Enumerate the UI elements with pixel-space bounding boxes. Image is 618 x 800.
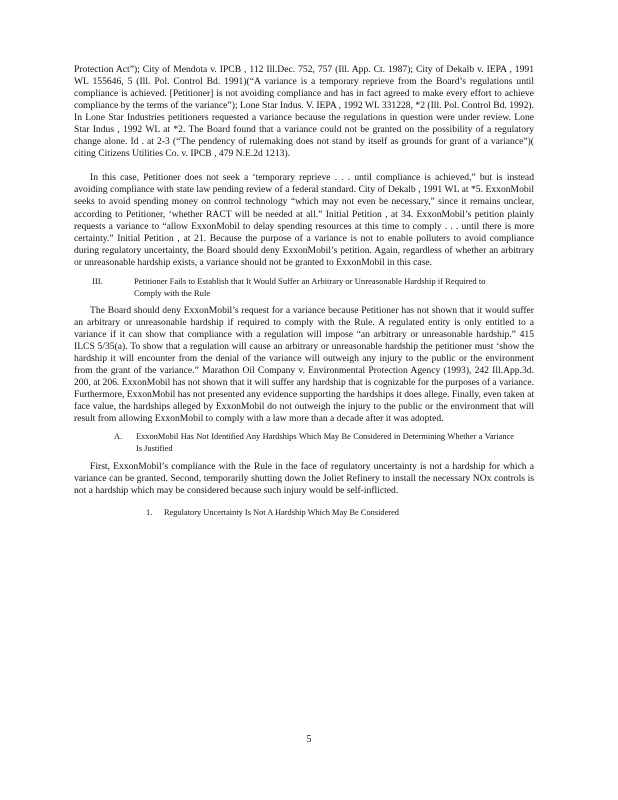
page-number: 5: [306, 734, 312, 745]
section-title: Petitioner Fails to Establish that It Would Suffer an Arbitrary or Unreasonable Hardship if Required to Comply with the Rule: [134, 275, 486, 298]
paragraph-3: The Board should deny ExxonMobil’s request for a variance because Petitioner has not shown that it would suffer an arbitrary or unreasonable hardship if required to comply with the Rule. A regulated entity is only entitled to a variance if it can show that compliance with a regulation will impose “an arbitrary or unreasonable hardship.” 415 ILCS 5/35(a). To show that a regulation will cause an arbitrary or unreasonable hardship the petitioner must ‘show the hardship it will encounter from the denial of the variance will outweigh any injury to the public or the environment from the grant of the variance.” Marathon Oil Company v. Environmental Protection Agency (1993), 242 Ill.App.3d. 200, at 206. ExxonMobil has not shown that it will suffer any hardship that is cognizable for the purposes of a variance. Furthermore, ExxonMobil has not presented any evidence supporting the hardships it does allege. Finally, even taken at face value, the hardships alleged by ExxonMobil do not outweigh the injury to the public or the environment that will result from allowing ExxonMobil to comply with a law more than a decade after it was adopted.: [74, 304, 534, 425]
subsubsection-heading-1: [74, 507, 534, 519]
subsection-title: ExxonMobil Has Not Identified Any Hardships Which May Be Considered in Determining Whether a Variance Is Justified: [136, 432, 514, 454]
paragraph-1: Protection Act”); City of Mendota v. IPCB , 112 Ill.Dec. 752, 757 (Ill. App. Ct. 1987); City of Dekalb v. IEPA , 1991 WL 155646, 5 (Ill. Pol. Control Bd. 1991)(“A variance is a temporary reprieve from the Board’s regulations until compliance is achieved. [Petitioner] is not avoiding compliance and has in fact agreed to make every effort to achieve compliance by the terms of the variance”); Lone Star Indus. V. IEPA , 1992 WL 331228, *2 (Ill. Pol. Control Bd. 1992). In Lone Star Industries petitioners requested a variance because the regulations in question were under review. Lone Star Indus , 1992 WL at *2. The Board found that a variance could not be granted on the possibility of a regulatory change alone. Id . at 2-3 (“The pendency of rulemaking does not stand by itself as grounds for grant of a variance”)( citing Citizens Utilities Co. v. IPCB , 479 N.E.2d 1213).: [74, 64, 534, 160]
subsection-number: A.: [114, 432, 123, 442]
body-text: [74, 64, 534, 519]
section-heading-iii: [74, 275, 534, 299]
paragraph-2: In this case, Petitioner does not seek a ‘temporary reprieve . . . until compliance is achieved,” but is instead avoiding compliance with state law pending review of a federal standard. City of Dekalb , 1991 WL at *5. ExxonMobil seeks to avoid spending money on control technology “which may not even be necessary,” since it remains unclear, according to Petitioner, ‘whether RACT will be needed at all.” Initial Petition , at 34. ExxonMobil’s petition plainly requests a variance to “allow ExxonMobil to delay spending resources at this time to comply . . . until there is more certainty.” Initial Petition , at 21. Because the purpose of a variance is not to enable polluters to avoid compliance during regulatory uncertainty, the Board should deny ExxonMobil’s petition. Again, regardless of whether an arbitrary or unreasonable hardship exists, a variance should not be granted to ExxonMobil in this case.: [74, 172, 534, 268]
paragraph-4: First, ExxonMobil’s compliance with the Rule in the face of regulatory uncertainty is not a hardship for which a variance can be granted. Second, temporarily shutting down the Joliet Refinery to install the necessary NOx controls is not a hardship which may be considered because such injury would be self-inflicted.: [74, 461, 534, 497]
subsubsection-number: 1.: [146, 508, 153, 518]
subsection-heading-a: [74, 431, 534, 455]
section-number: III.: [92, 275, 103, 286]
subsubsection-title: Regulatory Uncertainty Is Not A Hardship Which May Be Considered: [164, 508, 399, 518]
